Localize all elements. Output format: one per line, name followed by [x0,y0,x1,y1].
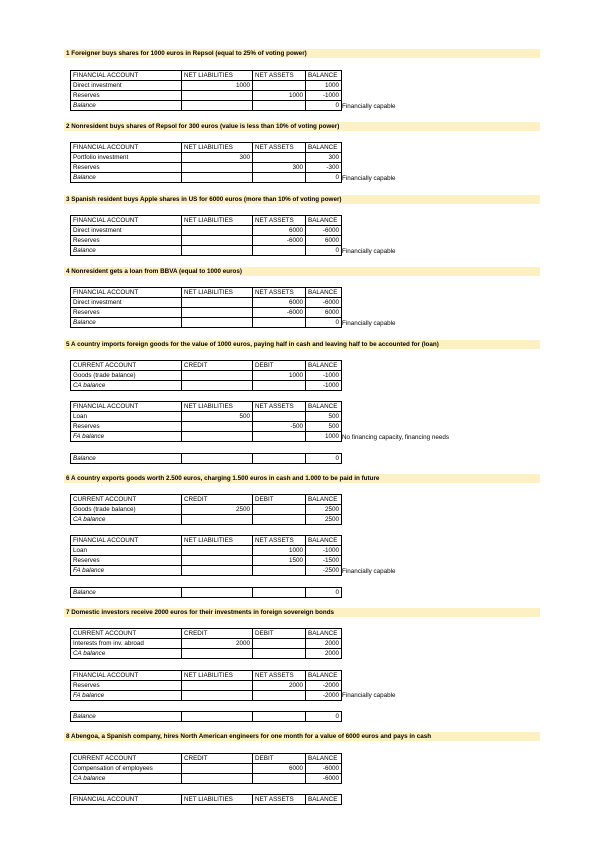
col-header: NET ASSETS [253,402,306,412]
col-header: CURRENT ACCOUNT [71,629,182,639]
balance-row [71,566,342,576]
table-row [71,505,342,515]
section-5-title: 5 A country imports foreign goods for the value of 1000 euros, paying half in cash and leaving half to be accounted for (loan) [64,340,540,349]
cell-net-assets: 1000 [253,91,306,101]
section-6-note: Financially capable [342,568,396,575]
section-7-total-balance-table [70,711,342,722]
section-8-title: 8 Abengoa, a Spanish company, hires North American engineers for one month for a value of 6000 euros and pays in cash [64,732,540,741]
table-row [71,639,342,649]
row-label: Reserves [71,308,182,318]
col-header: NET ASSETS [253,143,306,153]
cell-net-assets: -6000 [253,308,306,318]
col-header: DEBIT [253,495,306,505]
cell-balance: 0 [306,712,342,722]
balance-row [71,432,342,442]
col-header: NET LIABILITIES [182,143,253,153]
cell-net-assets: 300 [253,163,306,173]
table-row [71,764,342,774]
table-row [71,546,342,556]
cell-net-assets [253,101,306,111]
col-header: NET ASSETS [253,71,306,81]
cell-balance: 2000 [306,639,342,649]
row-label: Balance [71,101,182,111]
row-label: Direct investment [71,298,182,308]
row-label: Reserves [71,556,182,566]
cell-net-assets [253,412,306,422]
col-header: NET ASSETS [253,216,306,226]
table-header-row [71,629,342,639]
cell-balance: 2000 [306,649,342,659]
col-header: BALANCE [306,288,342,298]
row-label: Balance [71,318,182,328]
row-label: CA balance [71,381,182,391]
section-5-total-balance-table [70,453,342,464]
row-label: Goods (trade balance) [71,371,182,381]
cell-net-liabilities [182,236,253,246]
row-label: CA balance [71,774,182,784]
col-header: NET ASSETS [253,536,306,546]
cell-net-assets: 6000 [253,226,306,236]
cell-net-assets [253,153,306,163]
table-header-row [71,795,342,805]
section-8-financial-account-table [70,794,342,805]
cell-balance: -1000 [306,91,342,101]
col-header: CURRENT ACCOUNT [71,361,182,371]
row-label: Loan [71,546,182,556]
col-header: NET LIABILITIES [182,536,253,546]
cell-balance: 6000 [306,236,342,246]
col-header: BALANCE [306,795,342,805]
col-header: NET LIABILITIES [182,216,253,226]
cell-debit [253,774,306,784]
balance-row [71,381,342,391]
cell-net-liabilities [182,246,253,256]
balance-row [71,691,342,701]
section-7-financial-account-table [70,670,342,701]
row-label: Portfolio investment [71,153,182,163]
col-header: FINANCIAL ACCOUNT [71,216,182,226]
empty-cell [182,588,253,598]
section-1-financial-account-table [70,70,342,111]
row-label: Interests from inv. abroad [71,639,182,649]
cell-balance: 0 [306,588,342,598]
row-label: Balance [71,588,182,598]
cell-net-assets [253,318,306,328]
cell-balance: 1000 [306,432,342,442]
cell-net-liabilities [182,308,253,318]
cell-debit: 1000 [253,371,306,381]
empty-cell [182,712,253,722]
table-row [71,153,342,163]
cell-balance: -1000 [306,371,342,381]
col-header: FINANCIAL ACCOUNT [71,288,182,298]
cell-balance: 2500 [306,515,342,525]
row-label: Balance [71,173,182,183]
table-header-row [71,402,342,412]
cell-credit [182,764,253,774]
section-8-current-account-table [70,753,342,784]
row-label: Balance [71,712,182,722]
cell-net-liabilities [182,298,253,308]
cell-balance: 1000 [306,81,342,91]
cell-net-liabilities [182,691,253,701]
cell-net-liabilities: 1000 [182,81,253,91]
col-header: NET LIABILITIES [182,71,253,81]
cell-net-liabilities [182,432,253,442]
col-header: CREDIT [182,361,253,371]
cell-net-liabilities [182,163,253,173]
cell-net-liabilities [182,91,253,101]
row-label: Reserves [71,236,182,246]
section-7-current-account-table [70,628,342,659]
section-6-financial-account-table [70,535,342,576]
empty-cell [182,454,253,464]
col-header: BALANCE [306,671,342,681]
table-row [71,236,342,246]
row-label: Direct investment [71,226,182,236]
cell-credit [182,515,253,525]
cell-balance: 0 [306,454,342,464]
col-header: FINANCIAL ACCOUNT [71,143,182,153]
section-4-note: Financially capable [342,320,396,327]
cell-net-liabilities [182,556,253,566]
cell-net-assets: -6000 [253,236,306,246]
cell-net-liabilities [182,173,253,183]
table-header-row [71,288,342,298]
table-row [71,371,342,381]
empty-cell [253,454,306,464]
cell-net-assets [253,81,306,91]
row-label: Balance [71,246,182,256]
col-header: BALANCE [306,402,342,412]
section-6-current-account-table [70,494,342,525]
cell-balance: 500 [306,412,342,422]
cell-credit: 2500 [182,505,253,515]
col-header: BALANCE [306,143,342,153]
col-header: BALANCE [306,754,342,764]
cell-net-liabilities [182,566,253,576]
balance-row [71,454,342,464]
balance-row [71,318,342,328]
cell-net-assets: 1000 [253,546,306,556]
table-header-row [71,495,342,505]
cell-credit [182,649,253,659]
table-header-row [71,71,342,81]
col-header: NET LIABILITIES [182,402,253,412]
cell-net-liabilities [182,101,253,111]
row-label: Goods (trade balance) [71,505,182,515]
cell-balance: -6000 [306,764,342,774]
empty-cell [253,588,306,598]
row-label: FA balance [71,566,182,576]
table-row [71,91,342,101]
cell-net-liabilities [182,318,253,328]
cell-balance: 2500 [306,505,342,515]
col-header: CURRENT ACCOUNT [71,754,182,764]
row-label: Reserves [71,681,182,691]
cell-net-assets [253,691,306,701]
cell-net-liabilities: 500 [182,412,253,422]
cell-net-assets: 2000 [253,681,306,691]
cell-balance: -2000 [306,691,342,701]
table-row [71,163,342,173]
row-label: Compensation of employees [71,764,182,774]
cell-balance: -6000 [306,774,342,784]
cell-balance: 300 [306,153,342,163]
section-4-financial-account-table [70,287,342,328]
section-3-title: 3 Spanish resident buys Apple shares in US for 6000 euros (more than 10% of voting power) [64,195,540,204]
cell-credit: 2000 [182,639,253,649]
col-header: CREDIT [182,629,253,639]
col-header: BALANCE [306,361,342,371]
cell-balance: -1000 [306,546,342,556]
cell-net-assets [253,173,306,183]
row-label: Reserves [71,422,182,432]
table-row [71,681,342,691]
table-row [71,81,342,91]
col-header: FINANCIAL ACCOUNT [71,71,182,81]
section-3-financial-account-table [70,215,342,256]
table-header-row [71,361,342,371]
col-header: BALANCE [306,495,342,505]
cell-net-liabilities [182,681,253,691]
row-label: CA balance [71,649,182,659]
col-header: FINANCIAL ACCOUNT [71,402,182,412]
col-header: NET ASSETS [253,795,306,805]
cell-net-liabilities [182,546,253,556]
section-2-title: 2 Nonresident buys shares of Repsol for 300 euros (value is less than 10% of voting power) [64,122,540,131]
section-2-financial-account-table [70,142,342,183]
col-header: FINANCIAL ACCOUNT [71,795,182,805]
section-7-note: Financially capable [342,692,396,699]
cell-net-assets: -500 [253,422,306,432]
cell-balance: -1500 [306,556,342,566]
col-header: NET LIABILITIES [182,671,253,681]
cell-debit [253,515,306,525]
col-header: FINANCIAL ACCOUNT [71,671,182,681]
row-label: FA balance [71,691,182,701]
cell-net-assets: 6000 [253,298,306,308]
balance-row [71,712,342,722]
col-header: BALANCE [306,216,342,226]
col-header: CREDIT [182,495,253,505]
cell-net-assets [253,566,306,576]
cell-debit [253,381,306,391]
col-header: BALANCE [306,71,342,81]
section-6-title: 6 A country exports goods worth 2.500 euros, charging 1.500 euros in cash and 1.000 to be paid in future [64,474,540,483]
col-header: DEBIT [253,361,306,371]
section-7-title: 7 Domestic investors receive 2000 euros for their investments in foreign sovereign bonds [64,608,540,617]
section-2-note: Financially capable [342,175,396,182]
balance-row [71,246,342,256]
table-header-row [71,671,342,681]
section-6-total-balance-table [70,587,342,598]
cell-balance: 0 [306,101,342,111]
balance-row [71,774,342,784]
section-1-title: 1 Foreigner buys shares for 1000 euros in Repsol (equal to 25% of voting power) [64,49,540,58]
cell-balance: 0 [306,246,342,256]
cell-net-liabilities [182,422,253,432]
col-header: DEBIT [253,754,306,764]
balance-row [71,588,342,598]
section-3-note: Financially capable [342,248,396,255]
row-label: Loan [71,412,182,422]
cell-balance: -6000 [306,298,342,308]
section-4-title: 4 Nonresident gets a loan from BBVA (equal to 1000 euros) [64,267,540,276]
cell-debit [253,505,306,515]
cell-debit [253,649,306,659]
cell-balance: -300 [306,163,342,173]
col-header: NET ASSETS [253,288,306,298]
cell-balance: -6000 [306,226,342,236]
cell-balance: -2500 [306,566,342,576]
row-label: Reserves [71,91,182,101]
section-5-financial-account-table [70,401,342,442]
row-label: Balance [71,454,182,464]
table-row [71,298,342,308]
cell-balance: 0 [306,318,342,328]
cell-net-assets [253,246,306,256]
col-header: CURRENT ACCOUNT [71,495,182,505]
cell-net-assets [253,432,306,442]
cell-balance: -2000 [306,681,342,691]
cell-balance: 500 [306,422,342,432]
section-5-note: No financing capacity, financing needs [342,434,449,441]
table-header-row [71,536,342,546]
table-row [71,308,342,318]
cell-debit [253,639,306,649]
col-header: DEBIT [253,629,306,639]
row-label: Direct investment [71,81,182,91]
row-label: CA balance [71,515,182,525]
cell-credit [182,381,253,391]
cell-debit: 6000 [253,764,306,774]
empty-cell [253,712,306,722]
table-row [71,556,342,566]
col-header: NET LIABILITIES [182,795,253,805]
cell-balance: 0 [306,173,342,183]
balance-row [71,101,342,111]
row-label: Reserves [71,163,182,173]
table-header-row [71,754,342,764]
col-header: BALANCE [306,629,342,639]
table-header-row [71,143,342,153]
col-header: BALANCE [306,536,342,546]
col-header: NET ASSETS [253,671,306,681]
cell-credit [182,774,253,784]
cell-net-liabilities [182,226,253,236]
cell-balance: 6000 [306,308,342,318]
col-header: FINANCIAL ACCOUNT [71,536,182,546]
cell-credit [182,371,253,381]
balance-row [71,649,342,659]
col-header: CREDIT [182,754,253,764]
col-header: NET LIABILITIES [182,288,253,298]
table-header-row [71,216,342,226]
cell-balance: -1000 [306,381,342,391]
cell-net-liabilities: 300 [182,153,253,163]
table-row [71,226,342,236]
section-1-note: Financially capable [342,103,396,110]
table-row [71,412,342,422]
table-row [71,422,342,432]
section-5-current-account-table [70,360,342,391]
balance-row [71,173,342,183]
balance-row [71,515,342,525]
row-label: FA balance [71,432,182,442]
cell-net-assets: 1500 [253,556,306,566]
